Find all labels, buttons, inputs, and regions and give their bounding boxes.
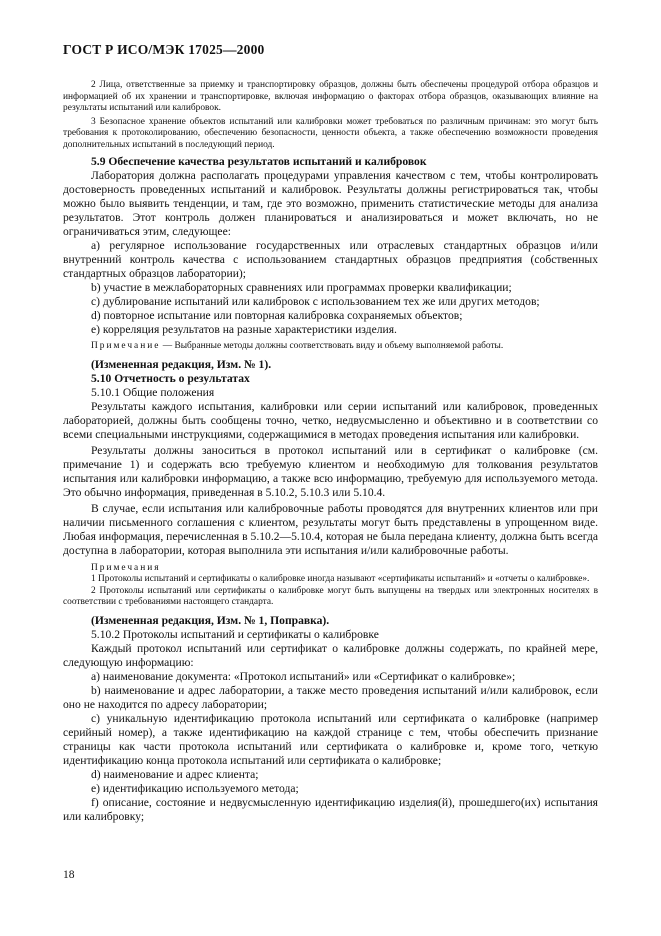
note-paragraph: 2 Лица, ответственные за приемку и транспортировку образцов, должны быть обеспечены процедурой отбора образцов и информацией об их хранении и транспортировке, включая информацию о факторах отбора образцов, оказывающих влияние на результаты испытаний или калибровок. bbox=[63, 80, 598, 113]
paragraph: Результаты каждого испытания, калибровки или серии испытаний или калибровок, проведенных лабораторией, должны быть сообщены точно, четко, недвусмысленно и объективно и в соответствии со всеми специальными инструкциями, содержащимися в методах проведения испытания или калибровки. bbox=[63, 399, 598, 441]
page-number: 18 bbox=[63, 868, 75, 881]
note-label: Примечание bbox=[91, 341, 161, 351]
amendment-note: (Измененная редакция, Изм. № 1, Поправка). bbox=[91, 613, 330, 627]
list-item: b) участие в межлабораторных сравнениях или программах проверки квалификации; bbox=[91, 281, 512, 294]
note-paragraph: 2 Протоколы испытаний или сертификаты о калибровке могут быть выпущены на твердых или электронных носителях в соответствии с требованиями настоящего стандарта. bbox=[63, 585, 598, 607]
note-paragraph: 1 Протоколы испытаний и сертификаты о калибровке иногда называют «сертификаты испытаний» и «отчеты о калибровке». bbox=[91, 574, 590, 584]
list-item: е) идентификацию используемого метода; bbox=[91, 781, 299, 795]
paragraph: Лаборатория должна располагать процедурами управления качеством с тем, чтобы контролировать достоверность проведенных испытаний и калибровок. Результаты должны регистрироваться так, чтобы можно было выявить тенденции, и там, где это возможно, применить статистические методы для анализа результатов. Этот контроль должен планироваться и анализироваться и может включать, но не ограничиваться этим, следующее: bbox=[63, 169, 598, 238]
page-header: ГОСТ Р ИСО/МЭК 17025—2000 bbox=[63, 42, 265, 57]
note-paragraph bbox=[63, 341, 598, 353]
list-item: b) наименование и адрес лаборатории, а также место проведения испытаний и/или калибровок, если оно не находится по адресу лаборатории; bbox=[63, 683, 598, 711]
list-item: c) дублирование испытаний или калибровок с использованием тех же или других методов; bbox=[91, 295, 540, 308]
section-heading: 5.10 Отчетность о результатах bbox=[91, 371, 250, 385]
paragraph: Каждый протокол испытаний или сертификат о калибровке должны содержать, по крайней мере, следующую информацию: bbox=[63, 641, 598, 669]
amendment-note: (Измененная редакция, Изм. № 1). bbox=[91, 357, 272, 371]
subsection-heading: 5.10.2 Протоколы испытаний и сертификаты о калибровке bbox=[91, 627, 379, 641]
list-item: d) повторное испытание или повторная калибровка сохраняемых объектов; bbox=[91, 309, 463, 322]
section-heading: 5.9 Обеспечение качества результатов испытаний и калибровок bbox=[91, 155, 427, 168]
list-item: е) корреляция результатов на разные характеристики изделия. bbox=[91, 323, 397, 336]
list-item: c) уникальную идентификацию протокола испытаний или сертификата о калибровке (например серийный номер), а также идентификацию на каждой странице с тем, чтобы обеспечить признание страницы как части протокола испытаний или сертификата о калибровке и, кроме того, четкую идентификацию конца протокола испытаний или сертификата о калибровке; bbox=[63, 711, 598, 767]
note-paragraph: 3 Безопасное хранение объектов испытаний или калибровки может требоваться по различным причинам: это могут быть требования к протоколированию, обеспечению безопасности, ценности объекта, а также обеспечению возможности проведения дополнительных испытаний в последующий период. bbox=[63, 116, 598, 150]
list-item: d) наименование и адрес клиента; bbox=[91, 767, 259, 781]
note-text: — Выбранные методы должны соответствовать виду и объему выполняемой работы. bbox=[160, 341, 504, 351]
list-item: а) регулярное использование государственных или отраслевых стандартных образцов и/или внутренний контроль качества с использованием стандартных образцов предприятия (собственных стандартных образцов лаборатории); bbox=[63, 239, 598, 280]
paragraph: Результаты должны заноситься в протокол испытаний или в сертификат о калибровке (см. примечание 1) и содержать всю требуемую клиентом и необходимую для толкования результатов испытания или калибровки информацию, а также всю информацию, требуемую для используемого метода. Это обычно информация, приведенная в 5.10.2, 5.10.3 или 5.10.4. bbox=[63, 443, 598, 499]
list-item: а) наименование документа: «Протокол испытаний» или «Сертификат о калибровке»; bbox=[91, 669, 516, 683]
list-item: f) описание, состояние и недвусмысленную идентификацию изделия(й), прошедшего(их) испытания или калибровку; bbox=[63, 795, 598, 823]
notes-label: Примечания bbox=[91, 562, 161, 573]
paragraph: В случае, если испытания или калибровочные работы проводятся для внутренних клиентов или при наличии письменного соглашения с клиентом, результаты могут быть представлены в упрощенном виде. Любая информация, перечисленная в 5.10.2—5.10.4, которая не была передана клиенту, должна быть всегда доступна в лаборатории, которая выполнила эти испытания и/или калибровочные работы. bbox=[63, 501, 598, 557]
document-page bbox=[63, 42, 598, 824]
subsection-heading: 5.10.1 Общие положения bbox=[91, 385, 215, 399]
